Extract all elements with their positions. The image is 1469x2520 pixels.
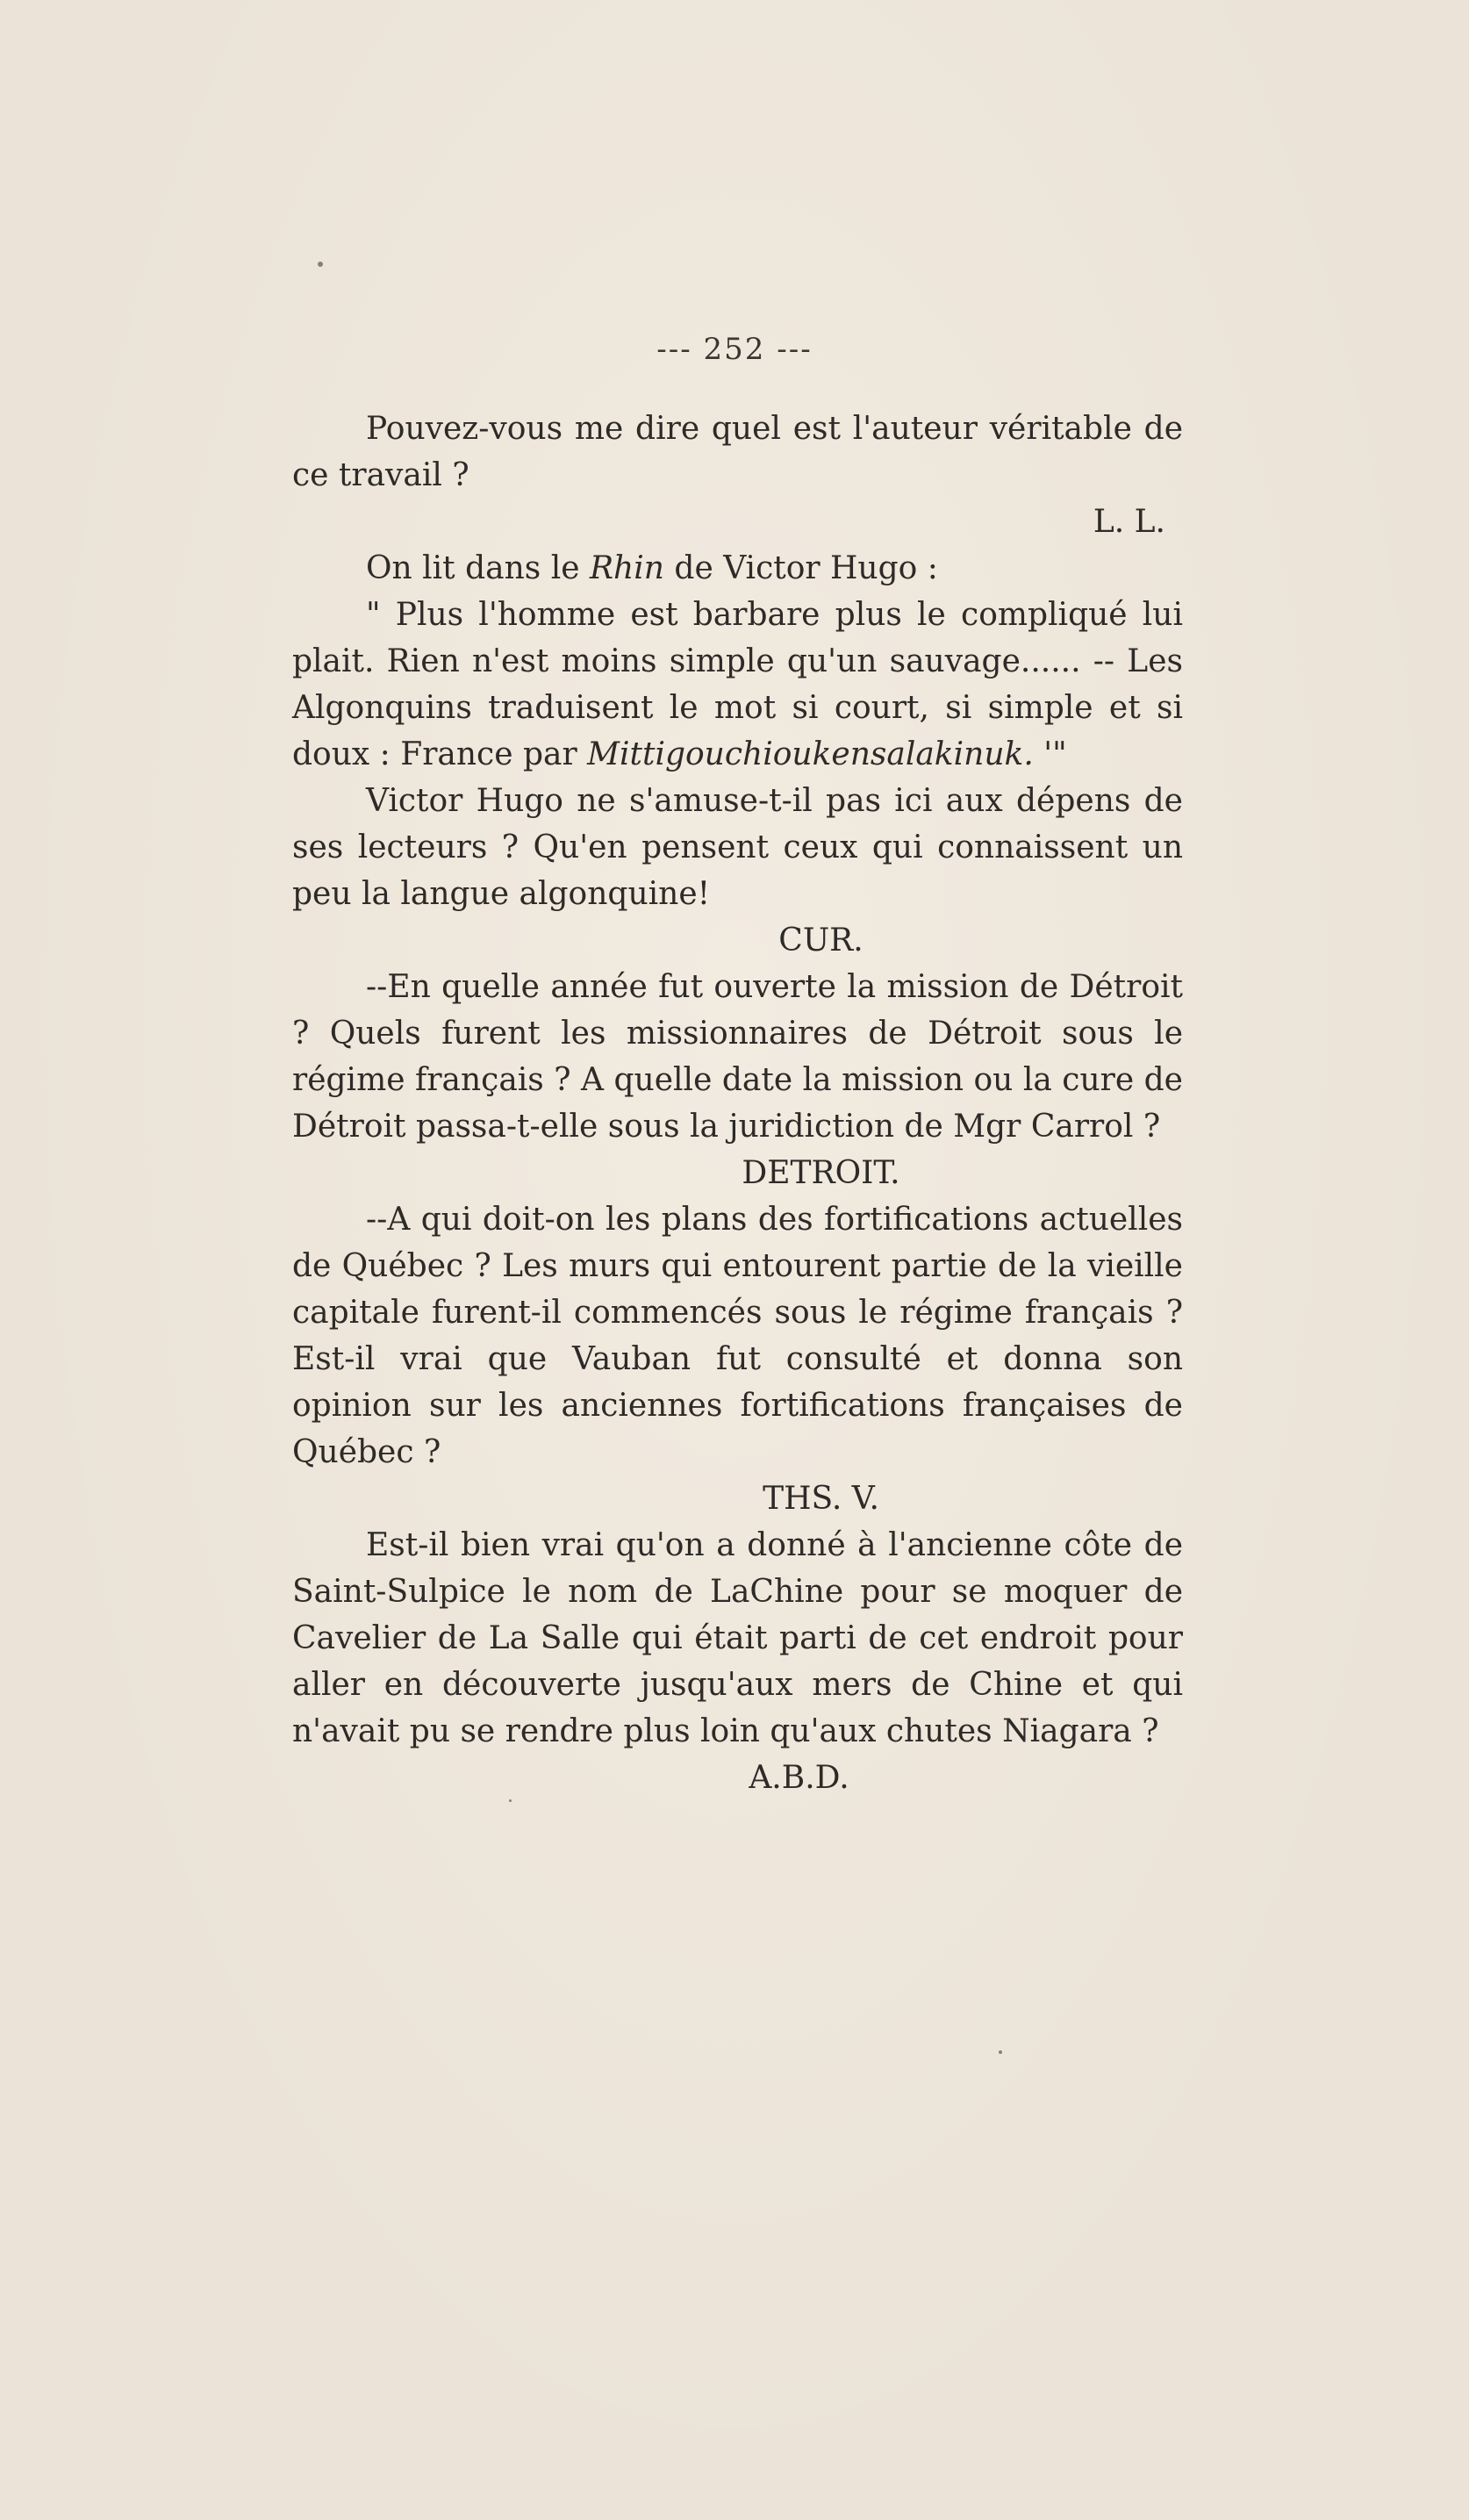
quote-text: " Plus l'homme est barbare plus le compliqué lui plait. Rien n'est moins simple qu'un sauvage...... -- Les Algonquins traduisent le mot si court, si simple et si doux : France par <box>292 597 1183 772</box>
signature: THS. V. <box>763 1481 879 1517</box>
book-title: Rhin <box>589 550 664 586</box>
question-paragraph: --A qui doit-on les plans des fortifications actuelles de Québec ? Les murs qui entourent partie de la vieille capitale furent-il commencés sous le régime français ? Est-il vrai que Vauban fut consulté et donna son opinion sur les anciennes fortifications françaises de Québec ? <box>292 1202 1183 1470</box>
signature: A.B.D. <box>749 1760 849 1796</box>
question-paragraph: Pouvez-vous me dire quel est l'auteur véritable de ce travail ? <box>292 411 1183 493</box>
signature: CUR. <box>778 923 863 958</box>
intro-text: de Victor Hugo : <box>663 550 938 586</box>
quote-close: '" <box>1033 736 1067 772</box>
answer-intro <box>292 545 1183 592</box>
page-number: --- 252 --- <box>656 332 813 367</box>
paper-speck <box>318 262 323 267</box>
paper-speck <box>999 2050 1002 2054</box>
comment-paragraph: Victor Hugo ne s'amuse-t-il pas ici aux dépens de ses lecteurs ? Qu'en pensent ceux qui connaissent un peu la langue algonquine! <box>292 783 1183 912</box>
quotation-paragraph <box>292 592 1183 778</box>
question-paragraph: Est-il bien vrai qu'on a donné à l'ancienne côte de Saint-Sulpice le nom de LaChine pour se moquer de Cavelier de La Salle qui était parti de cet endroit pour aller en découverte jusqu'aux mers de Chine et qui n'avait pu se rendre plus loin qu'aux chutes Niagara ? <box>292 1527 1183 1749</box>
algonquin-word: Mittigouchioukensalakinuk. <box>587 736 1034 772</box>
signature: L. L. <box>1093 504 1165 540</box>
signature: DETROIT. <box>742 1155 900 1191</box>
intro-text: On lit dans le <box>366 550 590 586</box>
text-body <box>292 406 1183 1801</box>
question-paragraph: --En quelle année fut ouverte la mission de Détroit ? Quels furent les missionnaires de Détroit sous le régime français ? A quelle date la mission ou la cure de Détroit passa-t-elle sous la juridiction de Mgr Carrol ? <box>292 969 1183 1145</box>
